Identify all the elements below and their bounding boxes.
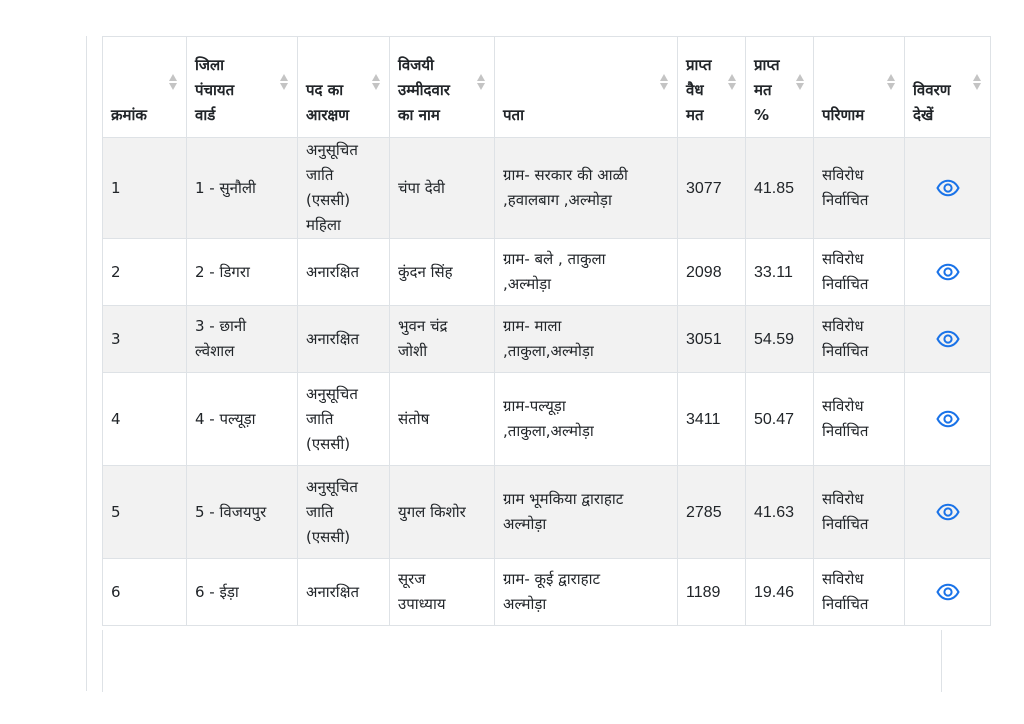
- text-line: सविरोध: [822, 317, 864, 335]
- col-header-percent[interactable]: [746, 37, 814, 138]
- text-line: मत: [686, 106, 704, 124]
- table-row: [103, 306, 991, 373]
- cell-result: [814, 559, 905, 626]
- text-line: निर्वाचित: [822, 422, 869, 440]
- text-line: (एससी): [306, 527, 351, 546]
- text-line: अल्मोड़ा: [503, 595, 547, 613]
- text-line: निर्वाचित: [822, 191, 869, 209]
- text-line: ग्राम भूमकिया द्वाराहाट: [503, 490, 624, 508]
- cell-ward: [187, 373, 298, 466]
- eye-icon[interactable]: [936, 407, 960, 431]
- text-line: वार्ड: [195, 106, 216, 124]
- col-header-details[interactable]: [905, 37, 991, 138]
- text-line: का नाम: [398, 106, 440, 124]
- header-label: [195, 53, 289, 128]
- cell-result: [814, 373, 905, 466]
- sort-arrows-icon[interactable]: [728, 74, 736, 92]
- text-line: निर्वाचित: [822, 595, 869, 613]
- cell-reservation: [298, 466, 390, 559]
- cell-reservation: [298, 373, 390, 466]
- cell-view-details: [905, 559, 991, 626]
- text-line: उपाध्याय: [398, 595, 446, 613]
- cell-votes: 2785: [678, 466, 746, 559]
- cell-view-details: [905, 306, 991, 373]
- text-line: अल्मोड़ा: [503, 515, 547, 533]
- col-header-address[interactable]: [495, 37, 678, 138]
- cell-sno: 4: [103, 373, 187, 466]
- header-label: [503, 103, 669, 128]
- table-row: [103, 466, 991, 559]
- text-line: सविरोध: [822, 397, 864, 415]
- sort-arrows-icon[interactable]: [973, 74, 981, 92]
- text-line: विवरण: [913, 81, 951, 99]
- cell-candidate-name: [390, 239, 495, 306]
- text-line: सविरोध: [822, 166, 864, 184]
- table-row: [103, 138, 991, 239]
- text-line: ल्वेशाल: [195, 342, 235, 360]
- sort-arrows-icon[interactable]: [887, 74, 895, 92]
- text-line: ,अल्मोड़ा: [503, 275, 552, 293]
- text-line: 1 - सुनौली: [195, 178, 256, 197]
- cell-percent: 33.11: [746, 239, 814, 306]
- text-line: अनारक्षित: [306, 329, 359, 348]
- text-line: ,ताकुला,अल्मोड़ा: [503, 422, 594, 440]
- cell-sno: 6: [103, 559, 187, 626]
- cell-votes: 3051: [678, 306, 746, 373]
- cell-ward: [187, 306, 298, 373]
- text-line: 2 - डिगरा: [195, 262, 250, 281]
- text-line: सविरोध: [822, 570, 864, 588]
- col-header-reservation[interactable]: [298, 37, 390, 138]
- text-line: क्रमांक: [111, 106, 147, 124]
- cell-votes: 3411: [678, 373, 746, 466]
- cell-view-details: [905, 239, 991, 306]
- col-header-votes[interactable]: [678, 37, 746, 138]
- text-line: पता: [503, 106, 524, 124]
- text-line: सविरोध: [822, 250, 864, 268]
- text-line: पंचायत: [195, 81, 235, 99]
- cell-sno: 3: [103, 306, 187, 373]
- cell-percent: 41.85: [746, 138, 814, 239]
- cell-percent: 41.63: [746, 466, 814, 559]
- eye-icon[interactable]: [936, 327, 960, 351]
- cell-reservation: [298, 559, 390, 626]
- cell-votes: 2098: [678, 239, 746, 306]
- sort-arrows-icon[interactable]: [372, 74, 380, 92]
- text-line: अनुसूचित: [306, 384, 358, 403]
- text-line: महिला: [306, 216, 341, 234]
- eye-icon[interactable]: [936, 176, 960, 200]
- text-line: युगल किशोर: [398, 502, 466, 521]
- cell-candidate-name: [390, 373, 495, 466]
- col-header-result[interactable]: [814, 37, 905, 138]
- text-line: सविरोध: [822, 490, 864, 508]
- cell-reservation: [298, 306, 390, 373]
- text-line: (एससी): [306, 434, 351, 453]
- cell-sno: 5: [103, 466, 187, 559]
- col-header-ward[interactable]: [187, 37, 298, 138]
- text-line: अनुसूचित: [306, 141, 358, 159]
- text-line: चंपा देवी: [398, 178, 445, 197]
- text-line: जाति: [306, 409, 334, 428]
- text-line: वैध: [686, 81, 704, 99]
- results-table: [102, 36, 991, 626]
- text-line: निर्वाचित: [822, 275, 869, 293]
- text-line: निर्वाचित: [822, 342, 869, 360]
- text-line: भुवन चंद्र: [398, 317, 448, 335]
- table-row: [103, 373, 991, 466]
- header-label: [913, 78, 982, 128]
- sort-arrows-icon[interactable]: [796, 74, 804, 92]
- cell-percent: 19.46: [746, 559, 814, 626]
- text-line: 3 - छानी: [195, 317, 247, 335]
- text-line: सूरज: [398, 570, 426, 588]
- text-line: ग्राम- कूई द्वाराहाट: [503, 570, 601, 588]
- text-line: ग्राम-पल्यूड़ा: [503, 397, 566, 415]
- cell-view-details: [905, 138, 991, 239]
- text-line: उम्मीदवार: [398, 81, 450, 99]
- text-line: 5 - विजयपुर: [195, 502, 267, 521]
- cell-votes: 1189: [678, 559, 746, 626]
- text-line: देखें: [913, 106, 934, 124]
- text-line: परिणाम: [822, 106, 865, 124]
- cell-result: [814, 138, 905, 239]
- text-line: अनारक्षित: [306, 262, 359, 281]
- cell-sno: 2: [103, 239, 187, 306]
- cell-reservation: [298, 239, 390, 306]
- cell-address: [495, 559, 678, 626]
- cell-view-details: [905, 466, 991, 559]
- header-label: [306, 78, 381, 128]
- eye-icon[interactable]: [936, 580, 960, 604]
- left-border-line: [86, 36, 87, 691]
- cell-ward: [187, 239, 298, 306]
- text-line: मत: [754, 81, 772, 99]
- text-line: ,ताकुला,अल्मोड़ा: [503, 342, 594, 360]
- text-line: ग्राम- बले , ताकुला: [503, 250, 606, 268]
- cell-address: [495, 138, 678, 239]
- text-line: प्राप्त: [754, 56, 780, 74]
- text-line: आरक्षण: [306, 106, 350, 124]
- header-label: [822, 103, 896, 128]
- text-line: अनारक्षित: [306, 582, 359, 601]
- header-label: [111, 103, 178, 128]
- table-row: [103, 239, 991, 306]
- cell-ward: [187, 559, 298, 626]
- text-line: 6 - ईड़ा: [195, 582, 239, 601]
- eye-icon[interactable]: [936, 260, 960, 284]
- text-line: (एससी): [306, 191, 351, 209]
- cell-percent: 54.59: [746, 306, 814, 373]
- text-line: निर्वाचित: [822, 515, 869, 533]
- sort-arrows-icon[interactable]: [477, 74, 485, 92]
- cell-candidate-name: [390, 466, 495, 559]
- cell-view-details: [905, 373, 991, 466]
- sort-arrows-icon[interactable]: [660, 74, 668, 92]
- sort-arrows-icon[interactable]: [280, 74, 288, 92]
- text-line: जिला: [195, 56, 225, 74]
- text-line: जोशी: [398, 342, 428, 360]
- text-line: 4 - पल्यूड़ा: [195, 409, 256, 428]
- col-header-sno[interactable]: [103, 37, 187, 138]
- cell-ward: [187, 466, 298, 559]
- text-line: %: [754, 106, 770, 124]
- text-line: जाति: [306, 502, 334, 521]
- text-line: संतोष: [398, 409, 430, 428]
- cell-address: [495, 239, 678, 306]
- cell-address: [495, 306, 678, 373]
- text-line: ग्राम- माला: [503, 317, 562, 335]
- text-line: ,हवालबाग ,अल्मोड़ा: [503, 191, 612, 209]
- cell-candidate-name: [390, 138, 495, 239]
- header-label: [398, 53, 486, 128]
- text-line: विजयी: [398, 56, 434, 74]
- sort-arrows-icon[interactable]: [169, 74, 177, 92]
- cell-result: [814, 239, 905, 306]
- cell-address: [495, 466, 678, 559]
- cell-sno: 1: [103, 138, 187, 239]
- cell-ward: [187, 138, 298, 239]
- table-row: [103, 559, 991, 626]
- cell-candidate-name: [390, 559, 495, 626]
- table-empty-area: [102, 630, 942, 692]
- col-header-candidate[interactable]: [390, 37, 495, 138]
- cell-votes: 3077: [678, 138, 746, 239]
- text-line: ग्राम- सरकार की आळी: [503, 166, 628, 184]
- text-line: प्राप्त: [686, 56, 712, 74]
- cell-reservation: [298, 138, 390, 239]
- cell-result: [814, 466, 905, 559]
- header-row: [103, 37, 991, 138]
- cell-candidate-name: [390, 306, 495, 373]
- cell-result: [814, 306, 905, 373]
- text-line: पद का: [306, 81, 344, 99]
- text-line: जाति: [306, 166, 334, 184]
- eye-icon[interactable]: [936, 500, 960, 524]
- cell-percent: 50.47: [746, 373, 814, 466]
- text-line: अनुसूचित: [306, 477, 358, 496]
- text-line: कुंदन सिंह: [398, 262, 453, 281]
- cell-address: [495, 373, 678, 466]
